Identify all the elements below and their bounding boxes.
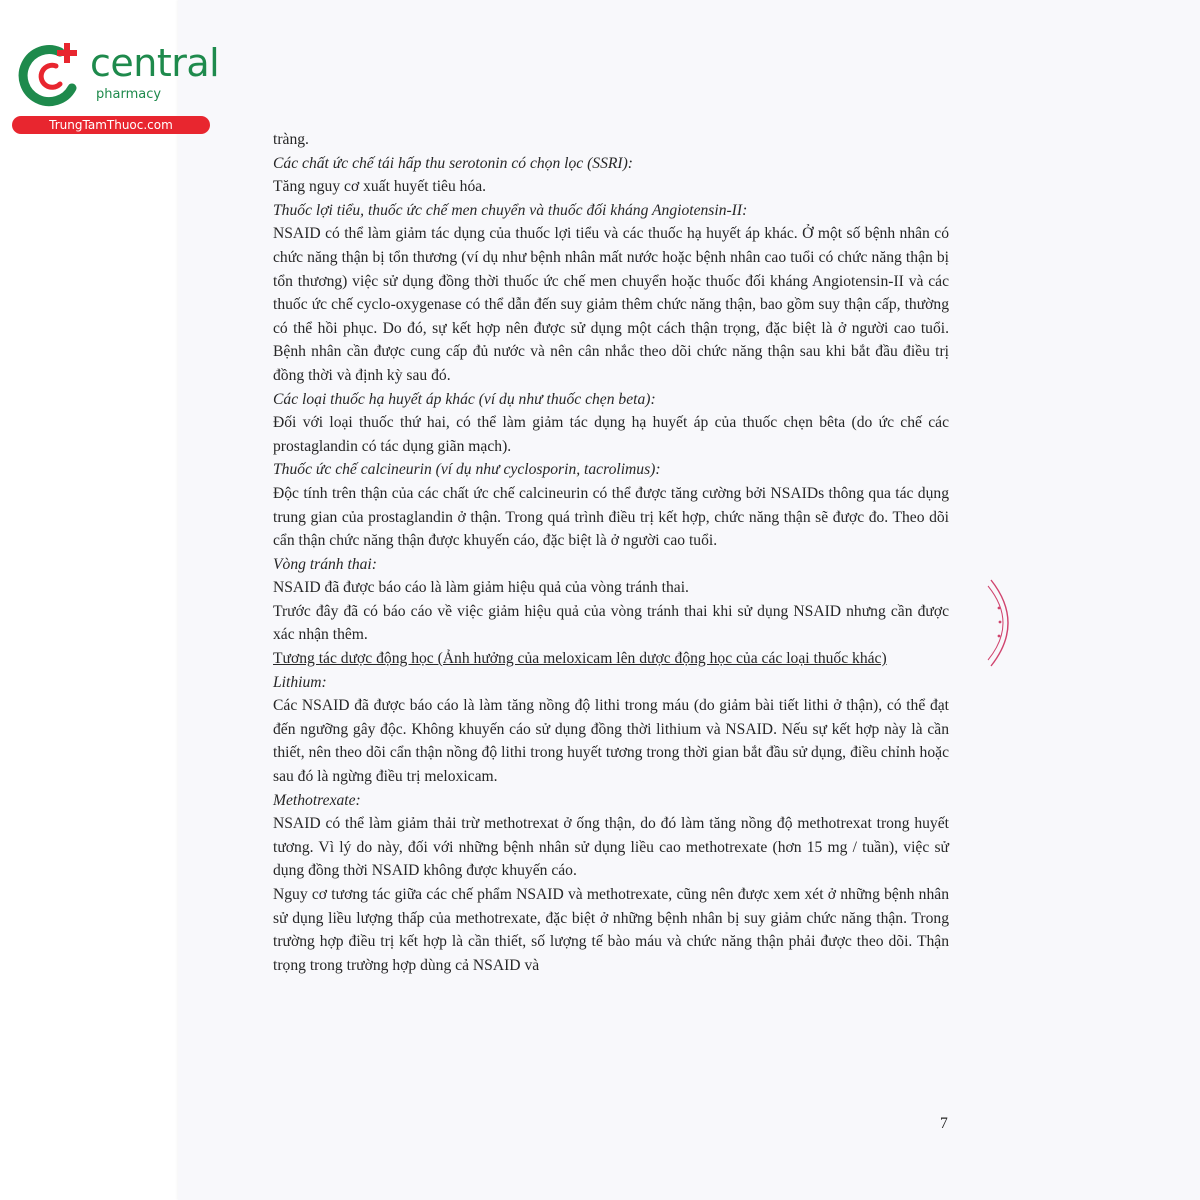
section-heading: Thuốc ức chế calcineurin (ví dụ như cyclosporin, tacrolimus): (273, 461, 661, 479)
body-paragraph: tràng. (273, 131, 309, 148)
page-number: 7 (940, 1115, 948, 1132)
body-paragraph: Trước đây đã có báo cáo về việc giảm hiệu quả của vòng tránh thai khi sử dụng NSAID nhưng cần được xác nhận thêm. (273, 602, 949, 644)
logo-brand-name: central (90, 41, 220, 85)
document-body (273, 128, 949, 977)
section-heading: Các chất ức chế tái hấp thu serotonin có chọn lọc (SSRI): (273, 154, 633, 172)
body-paragraph: NSAID có thể làm giảm tác dụng của thuốc lợi tiểu và các thuốc hạ huyết áp khác. Ở một số bệnh nhân có chức năng thận bị tổn thương (ví dụ như bệnh nhân mất nước hoặc bệnh nhân cao tuổi có chức năng thận bị tổn thương) việc sử dụng đồng thời thuốc ức chế men chuyển hoặc thuốc đối kháng Angiotensin-II và các thuốc ức chế cyclo-oxygenase có thể dẫn đến suy giảm thêm chức năng thận, bao gồm suy thận cấp, thường có thể hồi phục. Do đó, sự kết hợp nên được sử dụng một cách thận trọng, đặc biệt là ở người cao tuổi. Bệnh nhân cần được cung cấp đủ nước và nên cân nhắc theo dõi chức năng thận sau khi bắt đầu điều trị đồng thời và định kỳ sau đó. (273, 225, 949, 384)
section-heading: Methotrexate: (273, 791, 361, 809)
logo-website: TrungTamThuoc.com (12, 116, 210, 134)
section-heading: Các loại thuốc hạ huyết áp khác (ví dụ như thuốc chẹn beta): (273, 390, 656, 408)
body-paragraph: Đối với loại thuốc thứ hai, có thể làm giảm tác dụng hạ huyết áp của thuốc chẹn bêta (do ức chế các prostaglandin có tác dụng giãn mạch). (273, 414, 949, 455)
stamp-edge-icon (985, 578, 1015, 668)
body-paragraph: NSAID có thể làm giảm thải trừ methotrexat ở ống thận, do đó làm tăng nồng độ methotrexat trong huyết tương. Vì lý do này, đối với những bệnh nhân sử dụng liều cao methotrexate (hơn 15 mg / tuần), việc sử dụng đồng thời NSAID không được khuyến cáo. (273, 815, 949, 880)
logo-mark-icon (10, 38, 90, 108)
body-paragraph: NSAID đã được báo cáo là làm giảm hiệu quả của vòng tránh thai. (273, 579, 689, 597)
logo-subtitle: pharmacy (96, 87, 162, 102)
body-paragraph: Độc tính trên thận của các chất ức chế calcineurin có thể được tăng cường bởi NSAIDs thông qua tác dụng trung gian của prostaglandin ở thận. Trong quá trình điều trị kết hợp, chức năng thận sẽ được đo. Theo dõi cẩn thận chức năng thận được khuyến cáo, đặc biệt là ở người cao tuổi. (273, 484, 949, 550)
section-heading: Lithium: (273, 673, 327, 691)
body-paragraph: Tăng nguy cơ xuất huyết tiêu hóa. (273, 178, 487, 196)
body-paragraph: Các NSAID đã được báo cáo là làm tăng nồng độ lithi trong máu (do giảm bài tiết lithi ở thận), có thể đạt đến ngưỡng gây độc. Không khuyến cáo sử dụng đồng thời lithium và NSAID. Nếu sự kết hợp này là cần thiết, nên theo dõi cẩn thận nồng độ lithi trong huyết tương trong thời gian bắt đầu sử dụng, điều chỉnh hoặc sau đó là ngừng điều trị meloxicam. (273, 697, 949, 786)
central-pharmacy-logo (10, 38, 220, 138)
section-heading: Thuốc lợi tiểu, thuốc ức chế men chuyển và thuốc đối kháng Angiotensin-II: (273, 201, 748, 219)
section-heading: Vòng tránh thai: (273, 555, 377, 573)
section-heading: Tương tác dược động học (Ảnh hưởng của meloxicam lên dược động học của các loại thuốc khác) (273, 650, 887, 668)
body-paragraph: Nguy cơ tương tác giữa các chế phẩm NSAID và methotrexate, cũng nên được xem xét ở những bệnh nhân sử dụng liều lượng thấp của methotrexate, đặc biệt ở những bệnh nhân bị suy giảm chức năng thận. Trong trường hợp điều trị kết hợp là cần thiết, số lượng tế bào máu và chức năng thận phải được theo dõi. Thận trọng trong trường hợp dùng cả NSAID và (273, 886, 949, 974)
